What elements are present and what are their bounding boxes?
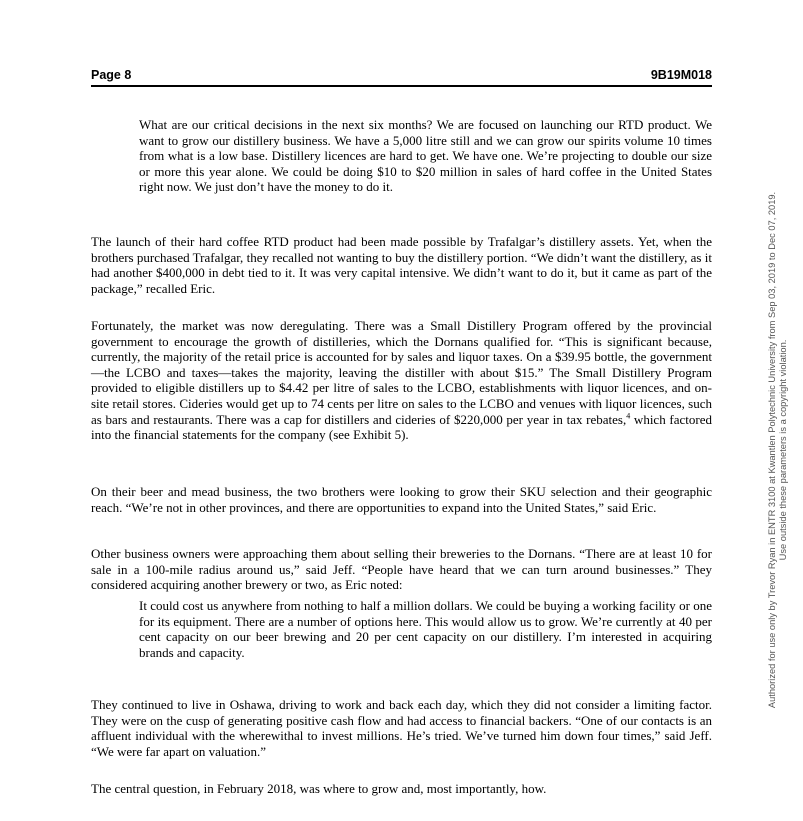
footnote-marker: 4 bbox=[626, 411, 631, 421]
case-code: 9B19M018 bbox=[650, 68, 712, 82]
paragraph-text: Fortunately, the market was now deregulating. There was a Small Distillery Program offered by the provincial government to encourage the growth of distilleries, which the Dornans qualified for. “This is significant because, currently, the majority of the retail price is accounted for by sales and liquor taxes. On a $39.95 bottle, the government—the LCBO and taxes—takes the majority, leaving the distiller with about $15.” The Small Distillery Program provided to eligible distillers up to $4.42 per litre of sales to the LCBO, establishments with liquor licences, and on-site retail stores. Cideries would get up to 74 cents per litre on sales to the LCBO and venues with liquor licences, such as bars and restaurants. There was a cap for distillers and cideries of $220,000 per year in tax rebates, bbox=[91, 318, 712, 427]
paragraph-hard-coffee-launch: The launch of their hard coffee RTD product had been made possible by Trafalgar’s distillery assets. Yet, when the brothers purchased Trafalgar, they recalled not wanting to buy the distillery portion. “We didn’t want the distillery, as it had another $400,000 in debt tied to it. It was very capital intensive. We didn’t want to do it, but it came as part of the package,” recalled Eric. bbox=[91, 234, 712, 296]
paragraph-central-question: The central question, in February 2018, was where to grow and, most importantly, how. bbox=[91, 781, 547, 796]
paragraph-text-continued: which factored into the financial statements for the company (see Exhibit 5). bbox=[91, 411, 712, 443]
quote-paragraph-acquisition-cost: It could cost us anywhere from nothing to half a million dollars. We could be buying a working facility or one for its equipment. There are a number of options here. This would allow us to grow. We’re currently at 40 per cent capacity on our beer brewing and 20 per cent capacity on our distillery. I’m interested in acquiring brands and capacity. bbox=[139, 598, 712, 660]
page-number: Page 8 bbox=[91, 68, 132, 82]
paragraph-small-distillery-program bbox=[91, 318, 712, 443]
paragraph-brewery-acquisitions: Other business owners were approaching them about selling their breweries to the Dornans. “There are at least 10 for sale in a 100-mile radius around us,” said Jeff. “People have heard that we can turn around businesses.” They considered acquiring another brewery or two, as Eric noted: bbox=[91, 546, 712, 593]
page-header bbox=[91, 67, 712, 87]
paragraph-oshawa-financing: They continued to live in Oshawa, driving to work and back each day, which they did not consider a limiting factor. They were on the cusp of generating positive cash flow and had access to financial backers. “One of our contacts is an affluent individual with the wherewithal to invest millions. He’s tried. We’ve turned him down four times,” said Jeff. “We were far apart on valuation.” bbox=[91, 697, 712, 759]
copyright-line-1: Authorized for use only by Trevor Ryan in ENTR 3100 at Kwantlen Polytechnic University from Sep 03, 2019 to Dec 07, 2019. bbox=[767, 191, 777, 709]
copyright-line-2: Use outside these parameters is a copyright violation. bbox=[778, 339, 788, 561]
quote-paragraph-critical-decisions: What are our critical decisions in the next six months? We are focused on launching our RTD product. We want to grow our distillery business. We have a 5,000 litre still and we can grow our spirits volume 10 times from what is a low base. Distillery licences are hard to get. We have one. We’re projecting to double our size or more this year alone. We could be doing $10 to $20 million in sales of hard coffee in the United States right now. We just don’t have the money to do it. bbox=[139, 117, 712, 195]
paragraph-beer-and-mead: On their beer and mead business, the two brothers were looking to grow their SKU selection and their geographic reach. “We’re not in other provinces, and there are opportunities to expand into the United States,” said Eric. bbox=[91, 484, 712, 515]
